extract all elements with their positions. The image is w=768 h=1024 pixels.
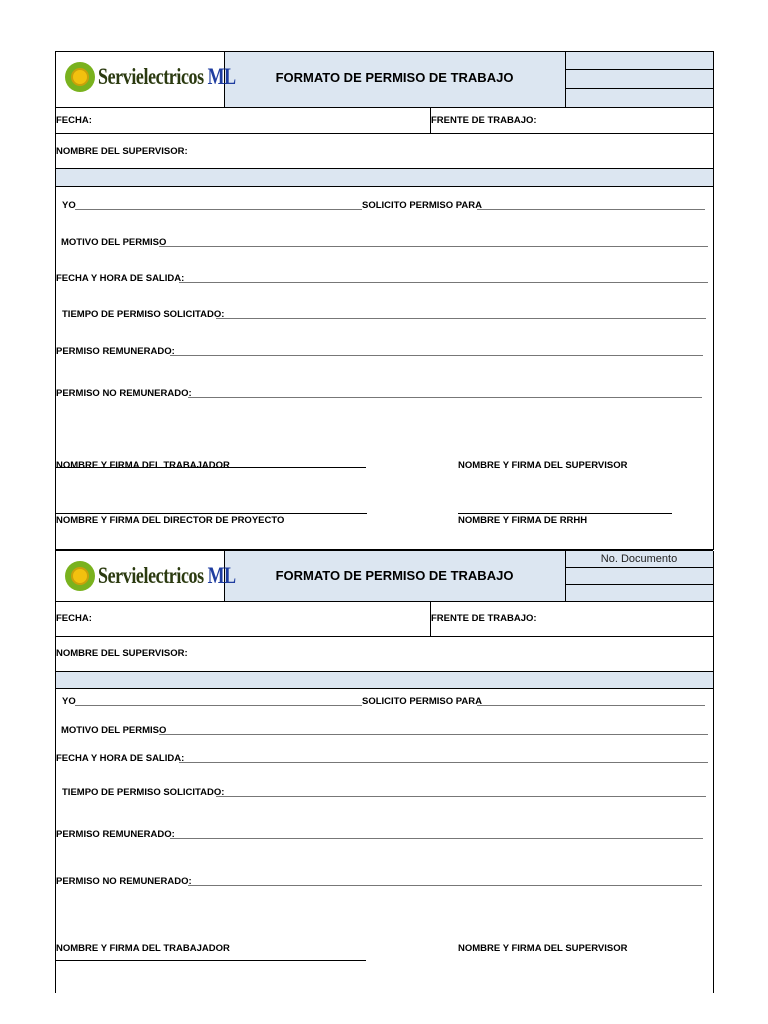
supervisor-label: NOMBRE DEL SUPERVISOR:: [56, 648, 188, 659]
tiempo-field[interactable]: [216, 796, 706, 797]
firma-trabajador-label: NOMBRE Y FIRMA DEL TRABAJADOR: [56, 943, 230, 954]
motivo-label: MOTIVO DEL PERMISO: [61, 237, 167, 248]
remunerado-field[interactable]: [170, 355, 703, 356]
fecha-hora-label: FECHA Y HORA DE SALIDA:: [56, 273, 185, 284]
firma-trabajador-line[interactable]: [56, 960, 366, 961]
firma-director-line[interactable]: [56, 513, 367, 514]
yo-label: YO: [62, 200, 76, 211]
remunerado-label: PERMISO REMUNERADO:: [56, 829, 175, 840]
tiempo-label: TIEMPO DE PERMISO SOLICITADO:: [62, 787, 225, 798]
no-remunerado-label: PERMISO NO REMUNERADO:: [56, 876, 192, 887]
form-title: FORMATO DE PERMISO DE TRABAJO: [275, 568, 514, 583]
no-remunerado-label: PERMISO NO REMUNERADO:: [56, 388, 192, 399]
solicito-field[interactable]: [477, 209, 705, 210]
company-suffix: ML: [207, 64, 236, 89]
firma-director-label: NOMBRE Y FIRMA DEL DIRECTOR DE PROYECTO: [56, 515, 285, 526]
bulb-logo-icon: [65, 62, 95, 92]
solicito-field[interactable]: [477, 705, 705, 706]
tiempo-field[interactable]: [216, 318, 706, 319]
firma-rrhh-line[interactable]: [458, 513, 672, 514]
yo-label: YO: [62, 696, 76, 707]
solicito-label: SOLICITO PERMISO PARA: [362, 200, 482, 211]
fecha-label: FECHA:: [56, 613, 92, 624]
remunerado-label: PERMISO REMUNERADO:: [56, 346, 175, 357]
firma-supervisor-label: NOMBRE Y FIRMA DEL SUPERVISOR: [458, 460, 628, 471]
yo-field[interactable]: [75, 209, 362, 210]
motivo-label: MOTIVO DEL PERMISO: [61, 725, 167, 736]
firma-trabajador-label: NOMBRE Y FIRMA DEL TRABAJADOR: [56, 460, 230, 471]
supervisor-label: NOMBRE DEL SUPERVISOR:: [56, 146, 188, 157]
fecha-label: FECHA:: [56, 115, 92, 126]
fecha-hora-field[interactable]: [179, 762, 708, 763]
no-remunerado-field[interactable]: [188, 885, 702, 886]
yo-field[interactable]: [75, 705, 362, 706]
solicito-label: SOLICITO PERMISO PARA: [362, 696, 482, 707]
firma-rrhh-label: NOMBRE Y FIRMA DE RRHH: [458, 515, 588, 526]
bulb-logo-icon: [65, 561, 95, 591]
remunerado-field[interactable]: [170, 838, 703, 839]
firma-trabajador-line[interactable]: [56, 467, 366, 468]
tiempo-label: TIEMPO DE PERMISO SOLICITADO:: [62, 309, 225, 320]
doc-number-label: No. Documento: [600, 553, 678, 565]
no-remunerado-field[interactable]: [188, 397, 702, 398]
section-band: [55, 168, 713, 186]
motivo-field[interactable]: [159, 246, 708, 247]
fecha-hora-field[interactable]: [179, 282, 708, 283]
form-title: FORMATO DE PERMISO DE TRABAJO: [275, 70, 514, 85]
firma-supervisor-label: NOMBRE Y FIRMA DEL SUPERVISOR: [458, 943, 628, 954]
company-name: Servielectricos: [98, 563, 204, 588]
company-suffix: ML: [207, 563, 236, 588]
fecha-hora-label: FECHA Y HORA DE SALIDA:: [56, 753, 185, 764]
frente-label: FRENTE DE TRABAJO:: [431, 613, 537, 624]
section-band: [55, 671, 713, 688]
company-name: Servielectricos: [98, 64, 204, 89]
motivo-field[interactable]: [159, 734, 708, 735]
frente-label: FRENTE DE TRABAJO:: [431, 115, 537, 126]
